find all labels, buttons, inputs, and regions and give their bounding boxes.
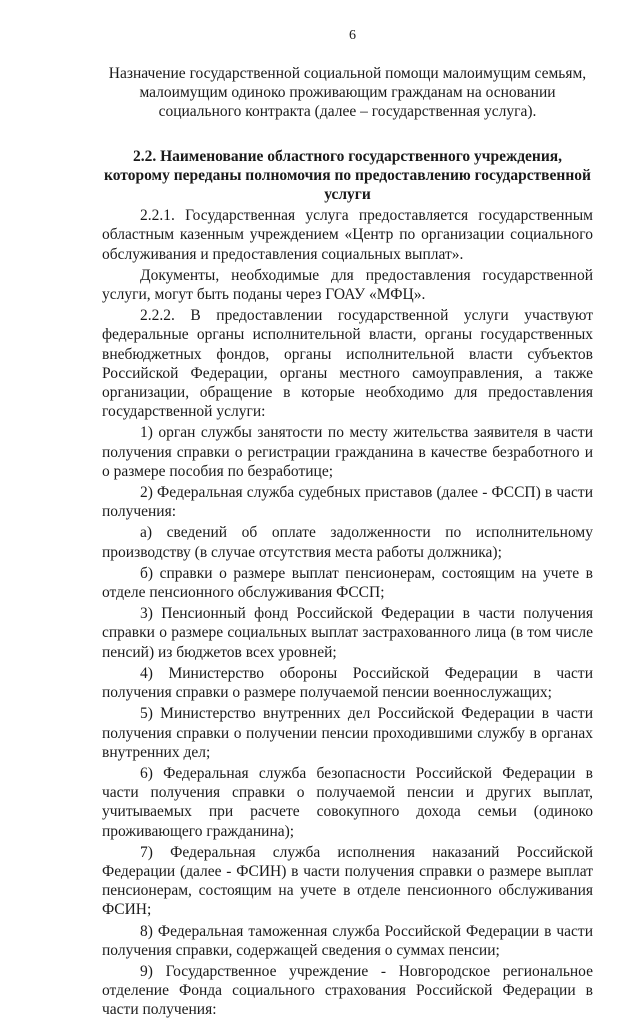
intro-text: Назначение государственной социальной помощи малоимущим семьям, малоимущим одиноко проживающим гражданам на основании социального контракта (далее – государственная услуга).: [108, 65, 587, 121]
page-number: 6: [349, 28, 356, 43]
list-item-1: 1) орган службы занятости по месту жительства заявителя в части получения справки о регистрации гражданина в качестве безработного и о размере пособия по безработице;: [102, 424, 593, 480]
list-item-8: 8) Федеральная таможенная служба Российской Федерации в части получения справки, содержащей сведения о суммах пенсии;: [102, 922, 593, 959]
list-item-2b: б) справки о размере выплат пенсионерам, состоящим на учете в отделе пенсионного обслуживания ФССП;: [102, 564, 593, 602]
list-item-3: 3) Пенсионный фонд Российской Федерации в части получения справки о размере социальных выплат застрахованного лица (в том числе пенсий) из бюджетов всех уровней;: [102, 605, 593, 661]
list-item-5: 5) Министерство внутренних дел Российской Федерации в части получения справки о получении пенсии проходившими службу в органах внутренних дел;: [102, 705, 593, 761]
body-text: [102, 206, 593, 1019]
list-item-2a: а) сведений об оплате задолженности по исполнительному производству (в случае отсутствия места работы должника);: [102, 524, 593, 561]
list-item-9: 9) Государственное учреждение - Новгородское региональное отделение Фонда социального страхования Российской Федерации в части получения:: [102, 962, 593, 1019]
list-item-4: 4) Министерство обороны Российской Федерации в части получения справки о размере получаемой пенсии военнослужащих;: [102, 664, 593, 702]
list-item-6: 6) Федеральная служба безопасности Российской Федерации в части получения справки о получаемой пенсии и других выплат, учитываемых при расчете совокупного дохода семьи (одиноко проживающего гражданина);: [102, 764, 593, 840]
list-item-2: 2) Федеральная служба судебных приставов (далее - ФССП) в части получения:: [102, 484, 593, 521]
list-item-7: 7) Федеральная служба исполнения наказаний Российской Федерации (далее - ФСИН) в части получения справки о размере выплат пенсионерам, состоящим на учете в отделе пенсионного обслуживания ФСИН;: [102, 843, 593, 919]
paragraph-2-2-1: 2.2.1. Государственная услуга предоставляется государственным областным казенным учреждением «Центр по организации социального обслуживания и предоставления социальных выплат».: [102, 207, 593, 263]
paragraph-documents: Документы, необходимые для предоставления государственной услуги, могут быть поданы через ГОАУ «МФЦ».: [102, 266, 593, 304]
section-heading: 2.2. Наименование областного государственного учреждения, которому переданы полномочия по предоставлению государственной услуги: [104, 147, 591, 204]
paragraph-2-2-2: 2.2.2. В предоставлении государственной услуги участвуют федеральные органы исполнительной власти, органы государственных внебюджетных фондов, органы исполнительной власти субъектов Российской Федерации, органы местного самоуправления, а также организации, обращение в которые необходимо для предоставления государственной услуги:: [102, 307, 593, 421]
